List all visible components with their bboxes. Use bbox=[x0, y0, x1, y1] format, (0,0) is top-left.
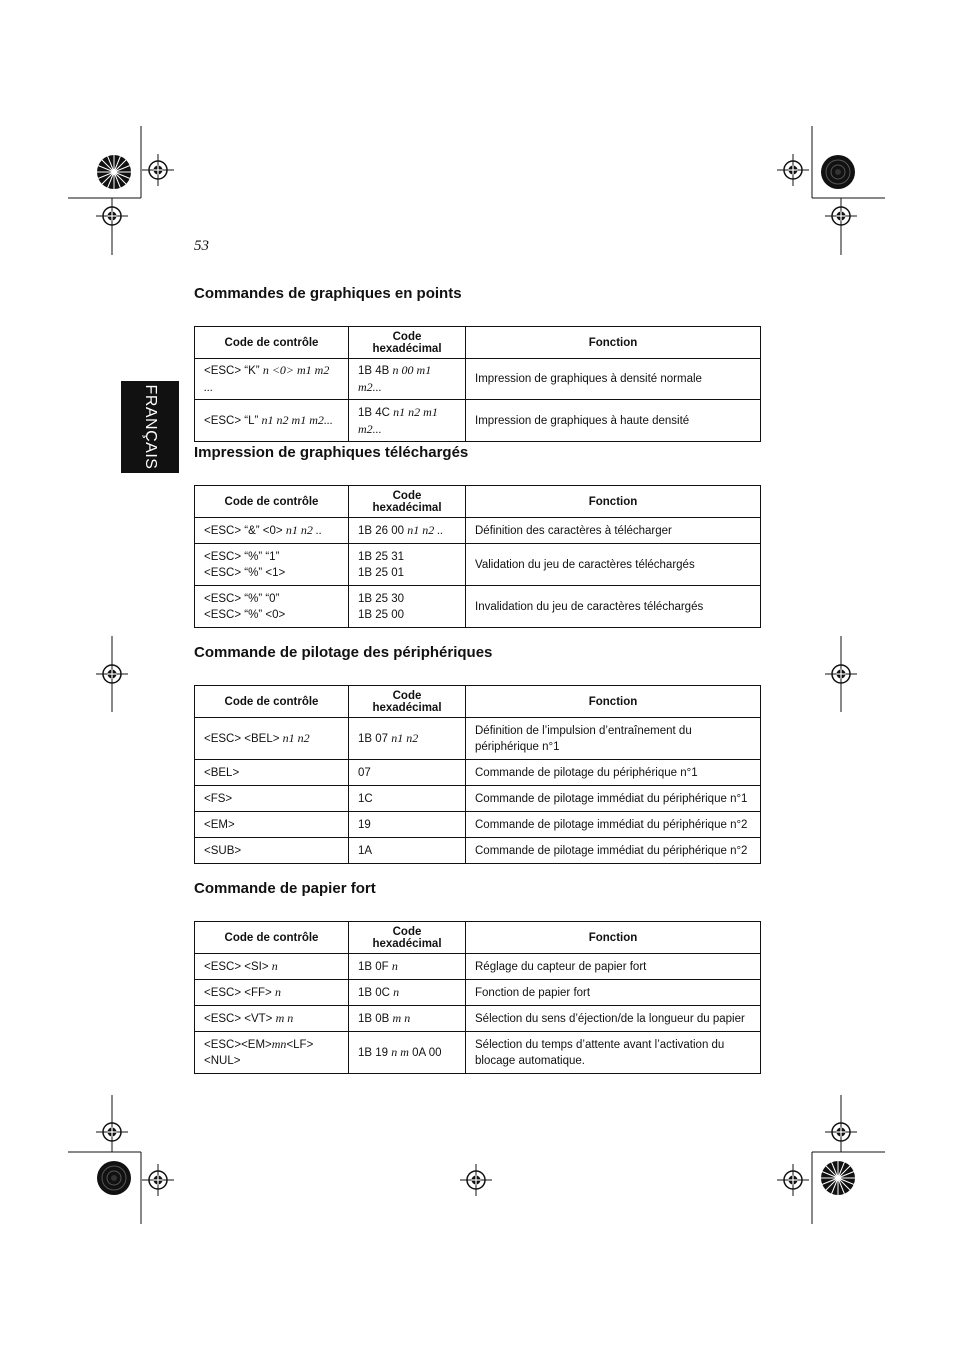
cell-function: Fonction de papier fort bbox=[466, 980, 761, 1006]
cell-hex: 1B 4B n 00 m1 m2... bbox=[349, 359, 466, 400]
cell-function: Commande de pilotage immédiat du périphérique n°2 bbox=[466, 812, 761, 838]
cell-code: <ESC> “%” “1” <ESC> “%” <1> bbox=[195, 544, 349, 586]
cell-function: Impression de graphiques à densité normale bbox=[466, 359, 761, 400]
table-row bbox=[195, 1006, 761, 1032]
cell-function: Sélection du temps d’attente avant l’activation du blocage automatique. bbox=[466, 1032, 761, 1074]
cell-code: <ESC><EM>mn<LF><NUL> bbox=[195, 1032, 349, 1074]
header-code: Code de contrôle bbox=[195, 327, 349, 359]
cell-hex: 1B 26 00 n1 n2 .. bbox=[349, 518, 466, 544]
cell-function: Sélection du sens d’éjection/de la longueur du papier bbox=[466, 1006, 761, 1032]
table-row bbox=[195, 718, 761, 760]
cell-function: Commande de pilotage du périphérique n°1 bbox=[466, 760, 761, 786]
header-function: Fonction bbox=[466, 486, 761, 518]
cell-code: <ESC> <SI> n bbox=[195, 954, 349, 980]
cell-hex: 1B 25 30 1B 25 00 bbox=[349, 586, 466, 628]
header-code: Code de contrôle bbox=[195, 922, 349, 954]
cell-hex: 1B 0F n bbox=[349, 954, 466, 980]
cell-hex: 1B 19 n m 0A 00 bbox=[349, 1032, 466, 1074]
header-hex: Code hexadécimal bbox=[349, 327, 466, 359]
language-side-tab bbox=[121, 381, 179, 473]
cell-code: <BEL> bbox=[195, 760, 349, 786]
section-heavy-paper bbox=[194, 879, 760, 1074]
cell-hex: 19 bbox=[349, 812, 466, 838]
cell-code: <EM> bbox=[195, 812, 349, 838]
cell-code: <ESC> “&” <0> n1 n2 .. bbox=[195, 518, 349, 544]
cell-code: <ESC> <BEL> n1 n2 bbox=[195, 718, 349, 760]
cell-hex: 1A bbox=[349, 838, 466, 864]
table-row bbox=[195, 518, 761, 544]
page-number: 53 bbox=[194, 238, 209, 254]
cell-function: Commande de pilotage immédiat du périphérique n°1 bbox=[466, 786, 761, 812]
cell-hex: 1B 4C n1 n2 m1 m2... bbox=[349, 400, 466, 442]
section-title: Impression de graphiques téléchargés bbox=[194, 444, 469, 461]
cell-function: Impression de graphiques à haute densité bbox=[466, 400, 761, 442]
command-table bbox=[194, 485, 761, 628]
table-row bbox=[195, 760, 761, 786]
table-row bbox=[195, 1032, 761, 1074]
table-row bbox=[195, 812, 761, 838]
table-header-row bbox=[195, 686, 761, 718]
cell-code: <ESC> <FF> n bbox=[195, 980, 349, 1006]
cell-function: Réglage du capteur de papier fort bbox=[466, 954, 761, 980]
table-row bbox=[195, 980, 761, 1006]
section-title: Commande de papier fort bbox=[194, 880, 376, 897]
table-row bbox=[195, 586, 761, 628]
header-code: Code de contrôle bbox=[195, 486, 349, 518]
header-hex: Code hexadécimal bbox=[349, 486, 466, 518]
header-function: Fonction bbox=[466, 327, 761, 359]
table-row bbox=[195, 544, 761, 586]
cell-function: Définition de l’impulsion d’entraînement du périphérique n°1 bbox=[466, 718, 761, 760]
cell-code: <ESC> “K” n <0> m1 m2 ... bbox=[195, 359, 349, 400]
header-code: Code de contrôle bbox=[195, 686, 349, 718]
section-dot-graphics bbox=[194, 284, 760, 442]
cell-function: Définition des caractères à télécharger bbox=[466, 518, 761, 544]
command-table bbox=[194, 921, 761, 1074]
cell-code: <SUB> bbox=[195, 838, 349, 864]
header-hex: Code hexadécimal bbox=[349, 686, 466, 718]
table-header-row bbox=[195, 486, 761, 518]
cell-hex: 1B 0B m n bbox=[349, 1006, 466, 1032]
cell-code: <ESC> “L” n1 n2 m1 m2... bbox=[195, 400, 349, 442]
command-table bbox=[194, 326, 761, 442]
header-function: Fonction bbox=[466, 922, 761, 954]
header-function: Fonction bbox=[466, 686, 761, 718]
table-row bbox=[195, 954, 761, 980]
command-table bbox=[194, 685, 761, 864]
cell-function: Validation du jeu de caractères téléchargés bbox=[466, 544, 761, 586]
cell-function: Invalidation du jeu de caractères téléchargés bbox=[466, 586, 761, 628]
cell-hex: 1B 0C n bbox=[349, 980, 466, 1006]
section-downloaded-graphics bbox=[194, 443, 760, 628]
section-peripheral-drive bbox=[194, 643, 760, 864]
table-row bbox=[195, 838, 761, 864]
table-row bbox=[195, 359, 761, 400]
section-title: Commandes de graphiques en points bbox=[194, 285, 462, 302]
cell-code: <FS> bbox=[195, 786, 349, 812]
header-hex: Code hexadécimal bbox=[349, 922, 466, 954]
table-row bbox=[195, 400, 761, 442]
table-header-row bbox=[195, 922, 761, 954]
cell-hex: 1C bbox=[349, 786, 466, 812]
table-header-row bbox=[195, 327, 761, 359]
cell-hex: 1B 25 31 1B 25 01 bbox=[349, 544, 466, 586]
language-label: FRANÇAIS bbox=[142, 384, 159, 470]
cell-code: <ESC> <VT> m n bbox=[195, 1006, 349, 1032]
table-row bbox=[195, 786, 761, 812]
cell-code: <ESC> “%” “0” <ESC> “%” <0> bbox=[195, 586, 349, 628]
cell-hex: 1B 07 n1 n2 bbox=[349, 718, 466, 760]
cell-hex: 07 bbox=[349, 760, 466, 786]
cell-function: Commande de pilotage immédiat du périphérique n°2 bbox=[466, 838, 761, 864]
section-title: Commande de pilotage des périphériques bbox=[194, 644, 493, 661]
